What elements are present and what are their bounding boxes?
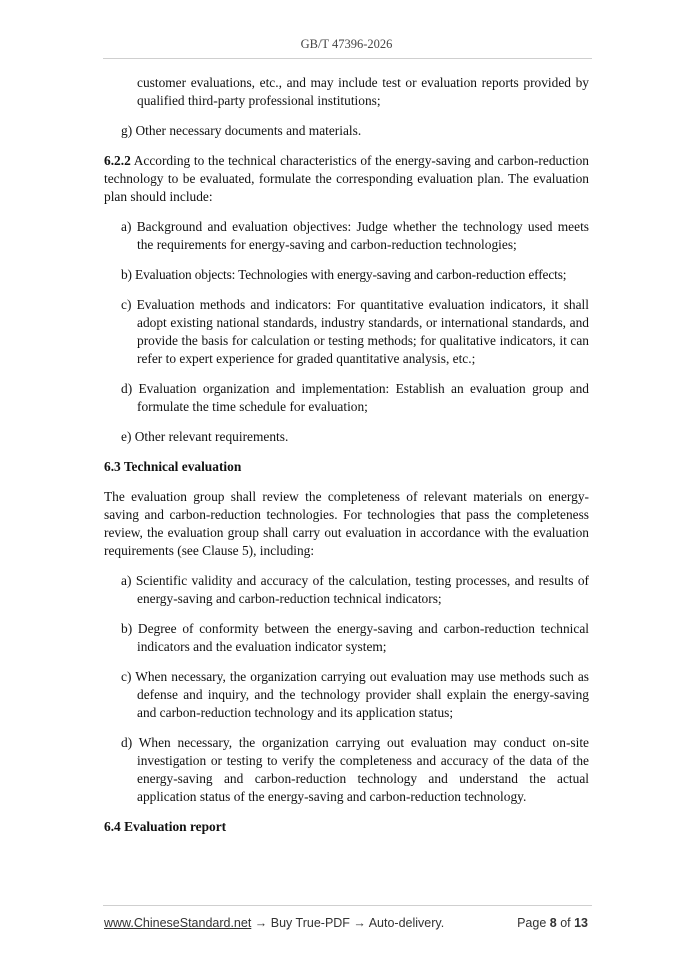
plan-item-a: a) Background and evaluation objectives: Judge whether the technology used meets the requirements for energy-saving and carbon-reduction technologies; (121, 219, 589, 252)
clause-number: 6.2.2 (104, 153, 131, 168)
footer-divider (103, 905, 592, 906)
list-item-g: g) Other necessary documents and materials. (121, 123, 362, 138)
site-link[interactable]: www.ChineseStandard.net (104, 916, 252, 930)
page-word: Page (517, 916, 550, 930)
page-content (104, 74, 589, 848)
footer-promo (104, 916, 444, 930)
footer-tagline: → Buy True-PDF → Auto-delivery. (251, 916, 445, 930)
eval-item-b: b) Degree of conformity between the energy-saving and carbon-reduction technical indicators and the evaluation indicator system; (121, 621, 589, 654)
clause-6-2-2 (104, 152, 589, 206)
list-item-continuation: customer evaluations, etc., and may include test or evaluation reports provided by qualified third-party professional institutions; (137, 75, 589, 108)
section-paragraph-6-3: The evaluation group shall review the completeness of relevant materials on energy-saving and carbon-reduction technologies. For technologies that pass the completeness review, the evaluation group shall carry out evaluation in accordance with the evaluation requirements (see Clause 5), including: (104, 489, 589, 558)
page-indicator (517, 916, 588, 930)
eval-item-d: d) When necessary, the organization carrying out evaluation may conduct on-site investigation or testing to verify the completeness and accuracy of the data of the energy-saving and carbon-reduction technology and understand the actual application status of the energy-saving and carbon-reduction technology. (121, 735, 589, 804)
plan-item-b: b) Evaluation objects: Technologies with energy-saving and carbon-reduction effects; (121, 267, 567, 282)
section-heading-6-4: 6.4 Evaluation report (104, 819, 227, 834)
clause-text: According to the technical characteristics of the energy-saving and carbon-reduction technology to be evaluated, formulate the corresponding evaluation plan. The evaluation plan should include: (104, 153, 589, 204)
eval-item-a: a) Scientific validity and accuracy of the calculation, testing processes, and results of energy-saving and carbon-reduction technical indicators; (121, 573, 589, 606)
document-number-header: GB/T 47396-2026 (300, 37, 393, 51)
plan-item-d: d) Evaluation organization and implementation: Establish an evaluation group and formulate the time schedule for evaluation; (121, 381, 589, 414)
page-of: of (556, 916, 575, 930)
eval-item-c: c) When necessary, the organization carrying out evaluation may use methods such as defense and inquiry, and the technology provider shall explain the energy-saving and carbon-reduction technology and its application status; (121, 669, 589, 720)
page-current: 8 (549, 916, 557, 930)
header-divider (103, 58, 592, 59)
page-total: 13 (574, 916, 588, 930)
plan-item-c: c) Evaluation methods and indicators: For quantitative evaluation indicators, it shall adopt existing national standards, industry standards, or international standards, and provide the basis for calculation or testing methods; for qualitative indicators, it can refer to expert experience for graded quantitative analysis, etc.; (121, 297, 589, 366)
plan-item-e: e) Other relevant requirements. (121, 429, 289, 444)
section-heading-6-3: 6.3 Technical evaluation (104, 459, 242, 474)
